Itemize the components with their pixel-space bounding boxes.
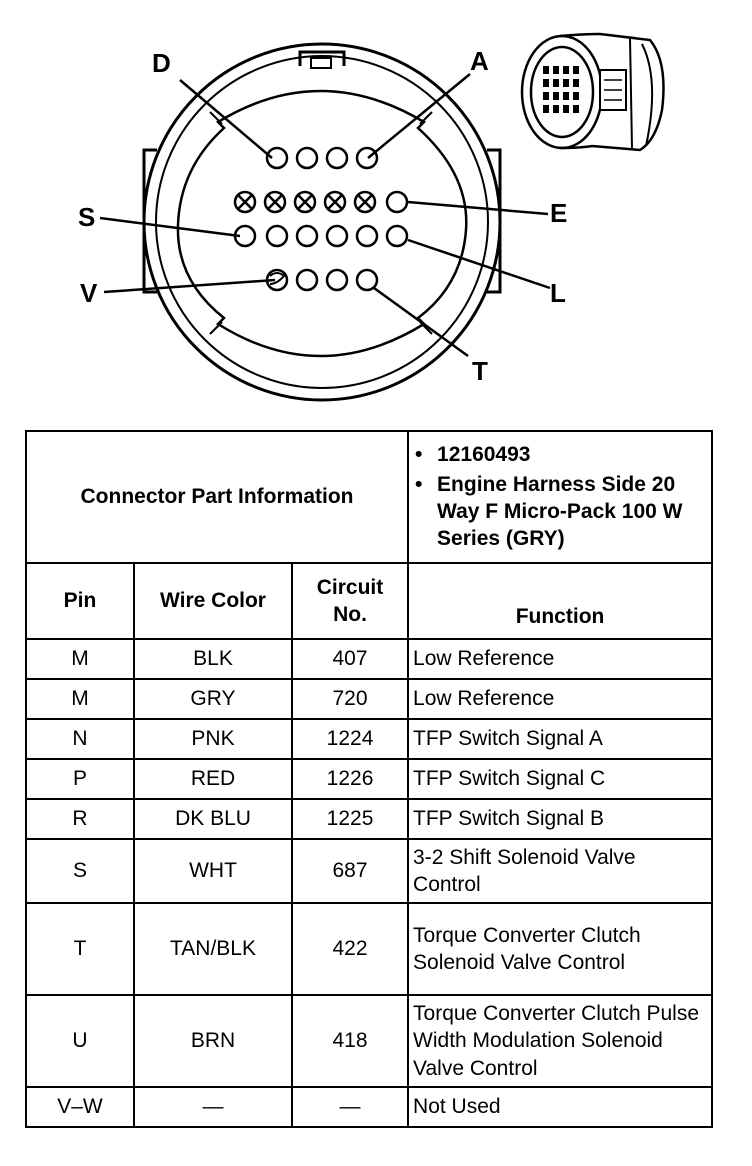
circuit-cell: 1225 <box>292 799 408 839</box>
leader-line-l <box>408 240 550 288</box>
pin-cavity <box>297 226 317 246</box>
mini-connector-hole <box>553 105 559 113</box>
table-row <box>26 759 712 799</box>
header-pin: Pin <box>26 563 134 639</box>
mini-connector-hole <box>563 105 569 113</box>
table-header-row <box>26 563 712 639</box>
function-cell: Torque Converter Clutch Solenoid Valve Control <box>408 903 712 995</box>
mini-connector-hole <box>543 92 549 100</box>
leader-line-d <box>180 80 272 158</box>
circuit-cell: 1224 <box>292 719 408 759</box>
pin-cell: N <box>26 719 134 759</box>
pin-cell: V–W <box>26 1087 134 1127</box>
pin-label-s: S <box>78 202 96 232</box>
table-row <box>26 1087 712 1127</box>
table-row <box>26 679 712 719</box>
mini-connector-hole <box>563 79 569 87</box>
pin-label-d: D <box>152 48 171 78</box>
table-row <box>26 639 712 679</box>
function-cell: 3-2 Shift Solenoid Valve Control <box>408 839 712 903</box>
table-row <box>26 903 712 995</box>
pin-cell: M <box>26 639 134 679</box>
table-row <box>26 995 712 1087</box>
connector-inner-face <box>178 91 466 356</box>
pin-cavity <box>387 226 407 246</box>
mini-connector-hole <box>553 92 559 100</box>
function-cell: TFP Switch Signal B <box>408 799 712 839</box>
mini-connector-hole <box>543 79 549 87</box>
pin-cell: U <box>26 995 134 1087</box>
pin-cavity <box>267 148 287 168</box>
header-function: Function <box>408 563 712 639</box>
pin-cavity <box>357 226 377 246</box>
wire-color-cell: RED <box>134 759 292 799</box>
connector-part-number: • 12160493 <box>437 441 707 468</box>
pin-label-e: E <box>550 198 568 228</box>
circuit-cell: 720 <box>292 679 408 719</box>
header-wire-color: Wire Color <box>134 563 292 639</box>
leader-line-e <box>408 202 548 214</box>
mini-connector-hole <box>573 79 579 87</box>
circuit-cell: 687 <box>292 839 408 903</box>
connector-info-details <box>408 431 712 563</box>
pin-cavity <box>297 148 317 168</box>
connector-face-diagram <box>0 0 752 410</box>
pin-label-t: T <box>472 356 488 386</box>
wire-color-cell: BLK <box>134 639 292 679</box>
circuit-cell: 407 <box>292 639 408 679</box>
mini-connector-hole <box>543 105 549 113</box>
circuit-cell: 418 <box>292 995 408 1087</box>
pin-cell: T <box>26 903 134 995</box>
function-cell: TFP Switch Signal A <box>408 719 712 759</box>
wire-color-cell: PNK <box>134 719 292 759</box>
pin-cavity <box>357 270 377 290</box>
circuit-cell: 422 <box>292 903 408 995</box>
table-row <box>26 839 712 903</box>
mini-connector-hole <box>553 66 559 74</box>
pin-label-l: L <box>550 278 566 308</box>
wire-color-cell: DK BLU <box>134 799 292 839</box>
mini-connector-hole <box>563 92 569 100</box>
connector-info-label <box>26 431 408 563</box>
connector-shell-inner-ring <box>156 56 488 388</box>
function-cell: Low Reference <box>408 679 712 719</box>
connector-outer-shell <box>144 44 500 400</box>
pin-label-v: V <box>80 278 98 308</box>
table-row <box>26 719 712 759</box>
wire-color-cell: WHT <box>134 839 292 903</box>
wire-color-cell: GRY <box>134 679 292 719</box>
leader-line-v <box>104 280 275 292</box>
circuit-cell: 1226 <box>292 759 408 799</box>
pin-cell: P <box>26 759 134 799</box>
mini-connector-hole <box>563 66 569 74</box>
mini-connector-hole <box>543 66 549 74</box>
pin-label-a: A <box>470 46 489 76</box>
pin-cell: R <box>26 799 134 839</box>
function-cell: Low Reference <box>408 639 712 679</box>
mini-connector-hole <box>553 79 559 87</box>
connector-description: • Engine Harness Side 20 Way F Micro-Pack 100 W Series (GRY) <box>437 471 707 553</box>
leader-line-s <box>100 218 240 236</box>
connector-info-label-text: Connector Part Information <box>80 485 354 509</box>
pin-cell: M <box>26 679 134 719</box>
pin-cavity <box>297 270 317 290</box>
mini-connector-hole <box>573 92 579 100</box>
mini-connector-hole <box>573 105 579 113</box>
connector-info-row <box>26 431 712 563</box>
wire-color-cell: BRN <box>134 995 292 1087</box>
wire-color-cell: TAN/BLK <box>134 903 292 995</box>
header-circuit-no: Circuit No. <box>292 563 408 639</box>
circuit-cell: — <box>292 1087 408 1127</box>
function-cell: Torque Converter Clutch Pulse Width Modulation Solenoid Valve Control <box>408 995 712 1087</box>
pin-cavity <box>327 148 347 168</box>
pin-cavity <box>327 226 347 246</box>
table-row <box>26 799 712 839</box>
pin-cavity <box>327 270 347 290</box>
function-cell: TFP Switch Signal C <box>408 759 712 799</box>
pin-cavity <box>387 192 407 212</box>
connector-pinout-table <box>25 430 713 1128</box>
connector-3d-view <box>522 34 664 150</box>
pin-cavity <box>267 226 287 246</box>
mini-connector-hole <box>573 66 579 74</box>
function-cell: Not Used <box>408 1087 712 1127</box>
wire-color-cell: — <box>134 1087 292 1127</box>
pin-cavity <box>357 148 377 168</box>
pin-cell: S <box>26 839 134 903</box>
